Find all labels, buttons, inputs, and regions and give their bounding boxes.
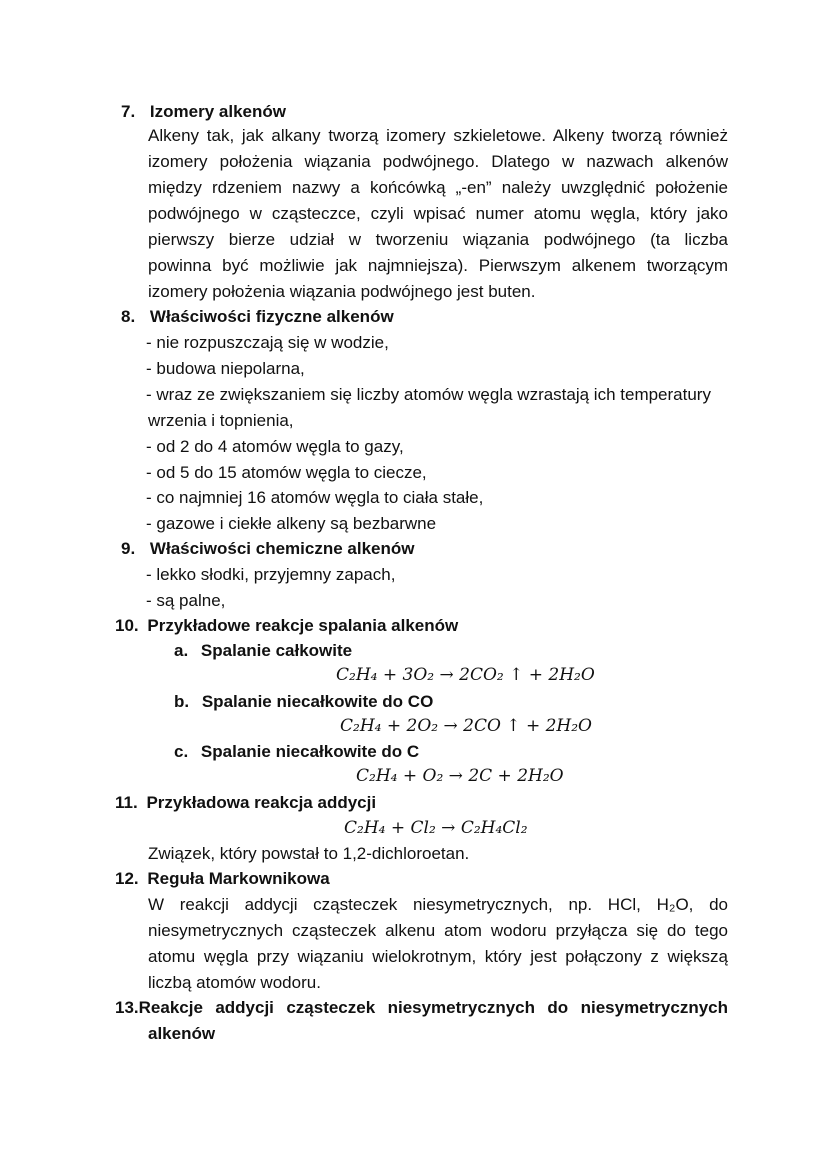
section-number: 8.	[121, 307, 136, 326]
paragraph-line: powinna być możliwie jak najmniejsza). Pierwszym alkenem tworzącym	[148, 256, 728, 275]
section-title: Właściwości chemiczne alkenów	[149, 539, 415, 558]
section-number: 13.	[115, 998, 139, 1017]
list-item: - co najmniej 16 atomów węgla to ciała stałe,	[146, 488, 484, 507]
paragraph-line: niesymetrycznych cząsteczek alkenu atom wodoru przyłącza się do tego	[148, 921, 728, 940]
equation-addition: C₂H₄ + Cl₂ → C₂H₄Cl₂	[344, 818, 528, 838]
list-item: - są palne,	[146, 591, 226, 610]
paragraph-line: izomery położenia wiązania podwójnego. Dlatego w nazwach alkenów	[148, 152, 728, 171]
subsection-b-heading	[174, 691, 433, 713]
list-item: - budowa niepolarna,	[146, 359, 305, 378]
section-title-continuation: alkenów	[148, 1024, 216, 1043]
paragraph-line: podwójnego w cząsteczce, czyli wpisać numer atomu węgla, który jako	[148, 204, 728, 223]
section-number: 12.	[115, 869, 139, 888]
section-title: Izomery alkenów	[149, 102, 286, 121]
paragraph-line: Alkeny tak, jak alkany tworzą izomery szkieletowe. Alkeny tworzą również	[148, 126, 728, 145]
section-title: Przykładowa reakcja addycji	[146, 793, 377, 812]
section-title: Przykładowe reakcje spalania alkenów	[147, 616, 459, 635]
subsection-title: Spalanie niecałkowite do C	[200, 742, 420, 761]
paragraph-line: izomery położenia wiązania podwójnego jest buten.	[148, 282, 536, 301]
subsection-letter: c.	[174, 742, 189, 761]
section-number: 9.	[121, 539, 136, 558]
paragraph-line: W reakcji addycji cząsteczek niesymetrycznych, np. HCl, H₂O, do	[148, 895, 728, 914]
section-8-heading	[121, 306, 394, 328]
list-item: - lekko słodki, przyjemny zapach,	[146, 565, 396, 584]
list-item: - nie rozpuszczają się w wodzie,	[146, 333, 389, 352]
section-number: 7.	[121, 102, 136, 121]
section-9-heading	[121, 538, 414, 560]
subsection-title: Spalanie całkowite	[200, 641, 353, 660]
paragraph-line: między rdzeniem nazwy a końcówką „-en” należy uwzględnić położenie	[148, 178, 728, 197]
subsection-c-heading	[174, 741, 419, 763]
section-number: 10.	[115, 616, 139, 635]
subsection-a-heading	[174, 640, 352, 662]
paragraph-line: Związek, który powstał to 1,2-dichloroetan.	[148, 844, 470, 863]
section-7-heading	[121, 101, 286, 123]
list-item: - od 5 do 15 atomów węgla to ciecze,	[146, 463, 427, 482]
equation-incomplete-co: C₂H₄ + 2O₂ → 2CO ↑ + 2H₂O	[340, 716, 592, 736]
paragraph-line: atomu węgla przy wiązaniu wielokrotnym, który jest połączony z większą	[148, 947, 728, 966]
list-item: - od 2 do 4 atomów węgla to gazy,	[146, 437, 404, 456]
list-item: - gazowe i ciekłe alkeny są bezbarwne	[146, 514, 437, 533]
subsection-title: Spalanie niecałkowite do CO	[201, 692, 434, 711]
paragraph-line: liczbą atomów wodoru.	[148, 973, 321, 992]
subsection-letter: b.	[174, 692, 190, 711]
list-item: - wraz ze zwiększaniem się liczby atomów węgla wzrastają ich temperatury	[146, 385, 711, 404]
section-number: 11.	[115, 793, 138, 812]
section-12-heading	[115, 868, 330, 890]
section-10-heading	[115, 615, 458, 637]
section-title: Reakcje addycji cząsteczek niesymetrycznych do niesymetrycznych	[138, 998, 728, 1017]
subsection-letter: a.	[174, 641, 189, 660]
paragraph-line: pierwszy bierze udział w tworzeniu wiązania podwójnego (ta liczba	[148, 230, 728, 249]
equation-incomplete-c: C₂H₄ + O₂ → 2C + 2H₂O	[356, 766, 564, 786]
section-11-heading	[115, 792, 376, 814]
section-13-heading	[115, 997, 728, 1019]
equation-complete-combustion: C₂H₄ + 3O₂ → 2CO₂ ↑ + 2H₂O	[336, 665, 595, 685]
section-title: Właściwości fizyczne alkenów	[149, 307, 394, 326]
section-title: Reguła Markownikowa	[147, 869, 330, 888]
list-item: wrzenia i topnienia,	[148, 411, 294, 430]
